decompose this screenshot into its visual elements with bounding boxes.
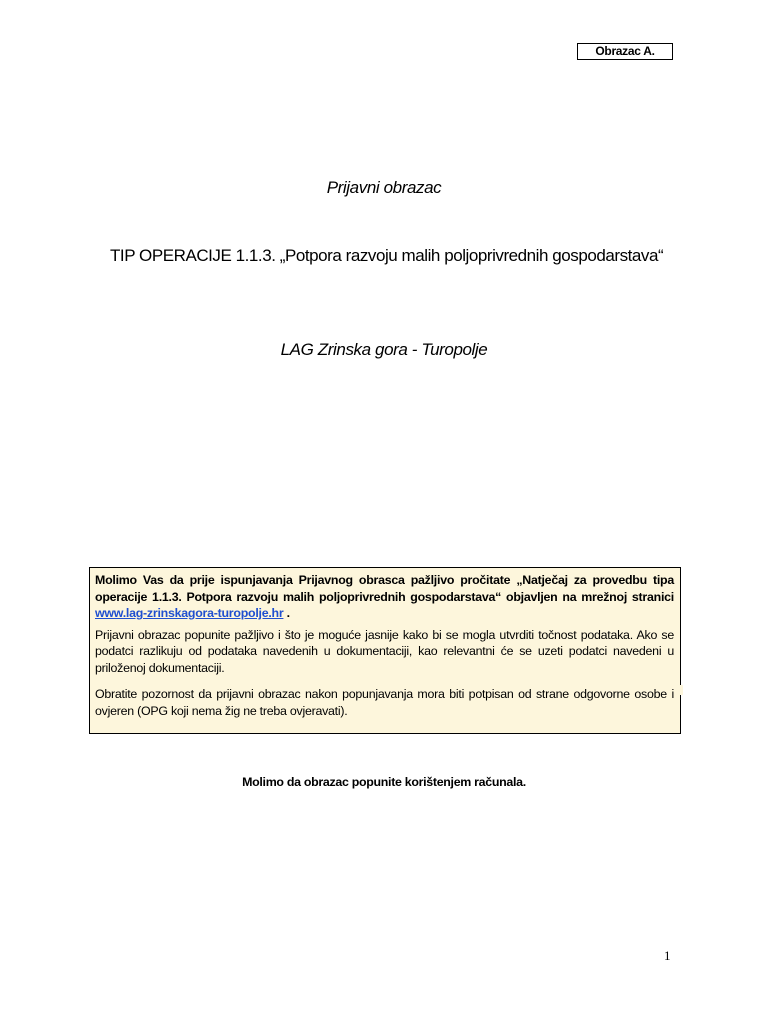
notice-intro-text: Molimo Vas da prije ispunjavanja Prijavnog obrasca pažljivo pročitate „Natječaj za provedbu tipa operacije 1.1.3. Potpora razvoju malih poljoprivrednih gospodarstava“ objavljen na mrežnoj stranici [95,573,674,604]
notice-paragraph-accuracy: Prijavni obrazac popunite pažljivo i što je moguće jasnije kako bi se mogla utvrditi točnost podataka. Ako se podatci razlikuju od podataka navedenih u dokumentaciji, kao relevantni će se uzeti podatci navedeni u priloženoj dokumentaciji. [95,627,674,675]
form-title: Prijavni obrazac [326,178,442,197]
lag-website-link[interactable]: www.lag-zrinskagora-turopolje.hr [95,606,284,620]
notice-intro-end: . [283,606,290,620]
operation-name: „Potpora razvoju malih poljoprivrednih gospodarstava“ [279,246,664,265]
operation-heading [110,246,663,266]
notice-intro [95,572,674,622]
form-label-box [577,43,673,60]
instructions-notice [89,567,681,734]
form-label: Obrazac A. [595,44,655,58]
computer-fill-note: Molimo da obrazac popunite korištenjem računala. [242,775,526,789]
notice-edge-decoration [679,685,683,695]
lag-name: LAG Zrinska gora - Turopolje [280,340,488,359]
operation-prefix: TIP OPERACIJE 1.1.3. [110,246,280,265]
notice-paragraph-signature: Obratite pozornost da prijavni obrazac nakon popunjavanja mora biti potpisan od strane odgovorne osobe i ovjeren (OPG koji nema žig ne treba ovjeravati). [95,687,674,718]
page-number: 1 [664,948,671,963]
